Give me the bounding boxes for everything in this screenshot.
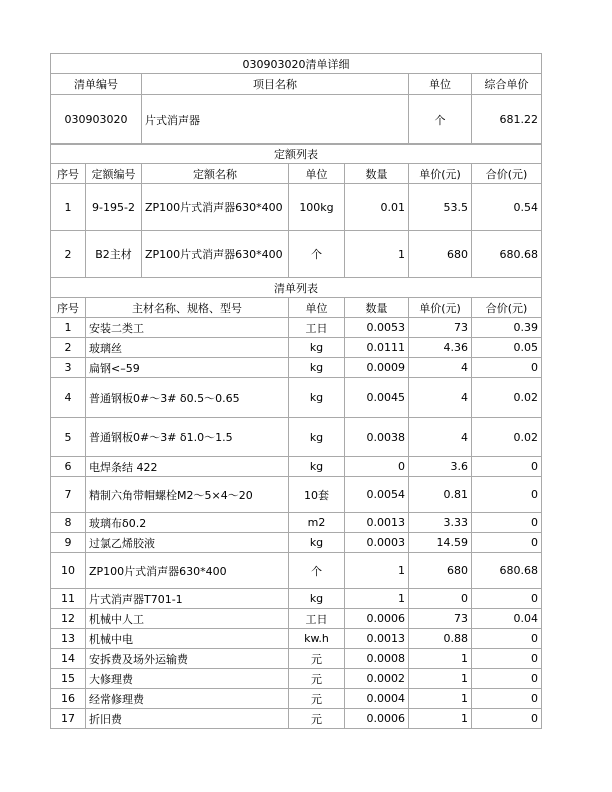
materials-table (50, 277, 542, 729)
material-no: 4 (51, 378, 86, 418)
material-unit: kw.h (289, 629, 345, 649)
material-unit: 元 (289, 669, 345, 689)
material-total: 0.02 (472, 418, 542, 457)
item-table (50, 73, 542, 145)
material-qty: 0.0006 (345, 709, 409, 729)
quota-no: 2 (51, 231, 86, 278)
material-name: 大修理费 (86, 669, 289, 689)
material-name-header: 主材名称、规格、型号 (86, 298, 289, 318)
material-no: 11 (51, 589, 86, 609)
material-price: 1 (409, 709, 472, 729)
material-row (51, 629, 542, 649)
material-unit: m2 (289, 513, 345, 533)
material-qty-header: 数量 (345, 298, 409, 318)
material-price: 73 (409, 318, 472, 338)
material-name: 普通钢板0#～3# δ1.0～1.5 (86, 418, 289, 457)
quota-unit: 个 (289, 231, 345, 278)
quota-total: 680.68 (472, 231, 542, 278)
material-no: 12 (51, 609, 86, 629)
material-price: 1 (409, 689, 472, 709)
material-no: 8 (51, 513, 86, 533)
material-price: 0 (409, 589, 472, 609)
bill-detail-table (50, 53, 542, 74)
material-price: 3.33 (409, 513, 472, 533)
quota-no-header: 序号 (51, 164, 86, 184)
material-row (51, 533, 542, 553)
material-price: 4 (409, 358, 472, 378)
material-qty: 1 (345, 553, 409, 589)
material-price: 0.88 (409, 629, 472, 649)
quota-code: 9-195-2 (86, 184, 142, 231)
quota-price: 53.5 (409, 184, 472, 231)
material-row (51, 358, 542, 378)
material-price: 0.81 (409, 477, 472, 513)
quota-no: 1 (51, 184, 86, 231)
material-no: 5 (51, 418, 86, 457)
material-price: 4.36 (409, 338, 472, 358)
material-no: 2 (51, 338, 86, 358)
material-row (51, 649, 542, 669)
material-total: 0 (472, 457, 542, 477)
quota-code: B2主材 (86, 231, 142, 278)
material-name: 扁钢<–59 (86, 358, 289, 378)
material-row (51, 513, 542, 533)
material-qty: 0.0111 (345, 338, 409, 358)
material-unit: 元 (289, 649, 345, 669)
material-unit: 个 (289, 553, 345, 589)
material-unit: kg (289, 457, 345, 477)
material-total: 680.68 (472, 553, 542, 589)
material-total: 0 (472, 513, 542, 533)
material-qty: 0.0008 (345, 649, 409, 669)
material-name: 折旧费 (86, 709, 289, 729)
material-total: 0 (472, 358, 542, 378)
material-no: 6 (51, 457, 86, 477)
quota-price: 680 (409, 231, 472, 278)
quota-total-header: 合价(元) (472, 164, 542, 184)
material-total: 0 (472, 629, 542, 649)
quota-qty: 0.01 (345, 184, 409, 231)
material-qty: 0.0003 (345, 533, 409, 553)
material-price: 4 (409, 378, 472, 418)
material-name: 过氯乙烯胶液 (86, 533, 289, 553)
material-total: 0 (472, 477, 542, 513)
item-row (51, 95, 542, 145)
material-unit: 工日 (289, 609, 345, 629)
material-unit: kg (289, 589, 345, 609)
quota-row (51, 184, 542, 231)
material-no: 13 (51, 629, 86, 649)
material-price: 680 (409, 553, 472, 589)
materials-section-title: 清单列表 (51, 278, 542, 298)
material-no: 16 (51, 689, 86, 709)
material-name: 机械中电 (86, 629, 289, 649)
page-title: 030903020清单详细 (51, 54, 542, 74)
quota-section-title: 定额列表 (51, 144, 542, 164)
material-row (51, 477, 542, 513)
material-name: ZP100片式消声器630*400 (86, 553, 289, 589)
material-total-header: 合价(元) (472, 298, 542, 318)
item-code: 030903020 (51, 95, 142, 145)
item-price: 681.22 (472, 95, 542, 145)
material-total: 0.04 (472, 609, 542, 629)
material-row (51, 589, 542, 609)
material-name: 片式消声器T701-1 (86, 589, 289, 609)
material-unit: 元 (289, 689, 345, 709)
quota-unit: 100kg (289, 184, 345, 231)
quota-code-header: 定额编号 (86, 164, 142, 184)
item-name-header: 项目名称 (142, 74, 409, 95)
material-qty: 0.0054 (345, 477, 409, 513)
material-no-header: 序号 (51, 298, 86, 318)
item-code-header: 清单编号 (51, 74, 142, 95)
material-price-header: 单价(元) (409, 298, 472, 318)
material-total: 0 (472, 709, 542, 729)
material-row (51, 669, 542, 689)
quota-header-row (51, 164, 542, 184)
material-unit: kg (289, 418, 345, 457)
item-unit: 个 (409, 95, 472, 145)
quota-qty: 1 (345, 231, 409, 278)
material-no: 17 (51, 709, 86, 729)
material-unit: 元 (289, 709, 345, 729)
material-total: 0 (472, 649, 542, 669)
quota-name-header: 定额名称 (142, 164, 289, 184)
quota-name: ZP100片式消声器630*400 (142, 184, 289, 231)
material-unit: kg (289, 338, 345, 358)
material-name: 电焊条结 422 (86, 457, 289, 477)
quota-row (51, 231, 542, 278)
material-total: 0 (472, 669, 542, 689)
material-qty: 0.0013 (345, 513, 409, 533)
material-no: 1 (51, 318, 86, 338)
quota-name: ZP100片式消声器630*400 (142, 231, 289, 278)
material-no: 3 (51, 358, 86, 378)
material-total: 0.02 (472, 378, 542, 418)
material-unit: 10套 (289, 477, 345, 513)
material-price: 4 (409, 418, 472, 457)
material-price: 1 (409, 669, 472, 689)
material-row (51, 338, 542, 358)
material-row (51, 418, 542, 457)
material-name: 安拆费及场外运输费 (86, 649, 289, 669)
material-no: 14 (51, 649, 86, 669)
materials-header-row (51, 298, 542, 318)
material-price: 1 (409, 649, 472, 669)
material-no: 10 (51, 553, 86, 589)
material-qty: 0.0006 (345, 609, 409, 629)
material-qty: 0 (345, 457, 409, 477)
quota-total: 0.54 (472, 184, 542, 231)
material-total: 0.39 (472, 318, 542, 338)
material-name: 经常修理费 (86, 689, 289, 709)
material-name: 机械中人工 (86, 609, 289, 629)
material-name: 玻璃丝 (86, 338, 289, 358)
material-name: 精制六角带帽螺栓M2～5×4～20 (86, 477, 289, 513)
material-qty: 0.0013 (345, 629, 409, 649)
quota-table (50, 143, 542, 278)
material-unit: kg (289, 358, 345, 378)
material-unit: kg (289, 533, 345, 553)
material-no: 7 (51, 477, 86, 513)
quota-qty-header: 数量 (345, 164, 409, 184)
material-qty: 1 (345, 589, 409, 609)
material-name: 玻璃布δ0.2 (86, 513, 289, 533)
material-row (51, 553, 542, 589)
material-row (51, 378, 542, 418)
material-qty: 0.0045 (345, 378, 409, 418)
material-qty: 0.0002 (345, 669, 409, 689)
material-row (51, 709, 542, 729)
material-qty: 0.0038 (345, 418, 409, 457)
quota-unit-header: 单位 (289, 164, 345, 184)
material-total: 0.05 (472, 338, 542, 358)
material-price: 3.6 (409, 457, 472, 477)
material-total: 0 (472, 689, 542, 709)
material-qty: 0.0009 (345, 358, 409, 378)
material-total: 0 (472, 589, 542, 609)
material-row (51, 689, 542, 709)
quota-price-header: 单价(元) (409, 164, 472, 184)
material-unit: kg (289, 378, 345, 418)
material-unit-header: 单位 (289, 298, 345, 318)
item-header-row (51, 74, 542, 95)
material-row (51, 318, 542, 338)
material-qty: 0.0053 (345, 318, 409, 338)
material-price: 73 (409, 609, 472, 629)
material-row (51, 457, 542, 477)
material-no: 9 (51, 533, 86, 553)
item-unit-header: 单位 (409, 74, 472, 95)
material-row (51, 609, 542, 629)
material-name: 普通钢板0#～3# δ0.5～0.65 (86, 378, 289, 418)
material-qty: 0.0004 (345, 689, 409, 709)
material-total: 0 (472, 533, 542, 553)
material-unit: 工日 (289, 318, 345, 338)
material-name: 安装二类工 (86, 318, 289, 338)
material-no: 15 (51, 669, 86, 689)
item-name: 片式消声器 (142, 95, 409, 145)
item-price-header: 综合单价 (472, 74, 542, 95)
material-price: 14.59 (409, 533, 472, 553)
